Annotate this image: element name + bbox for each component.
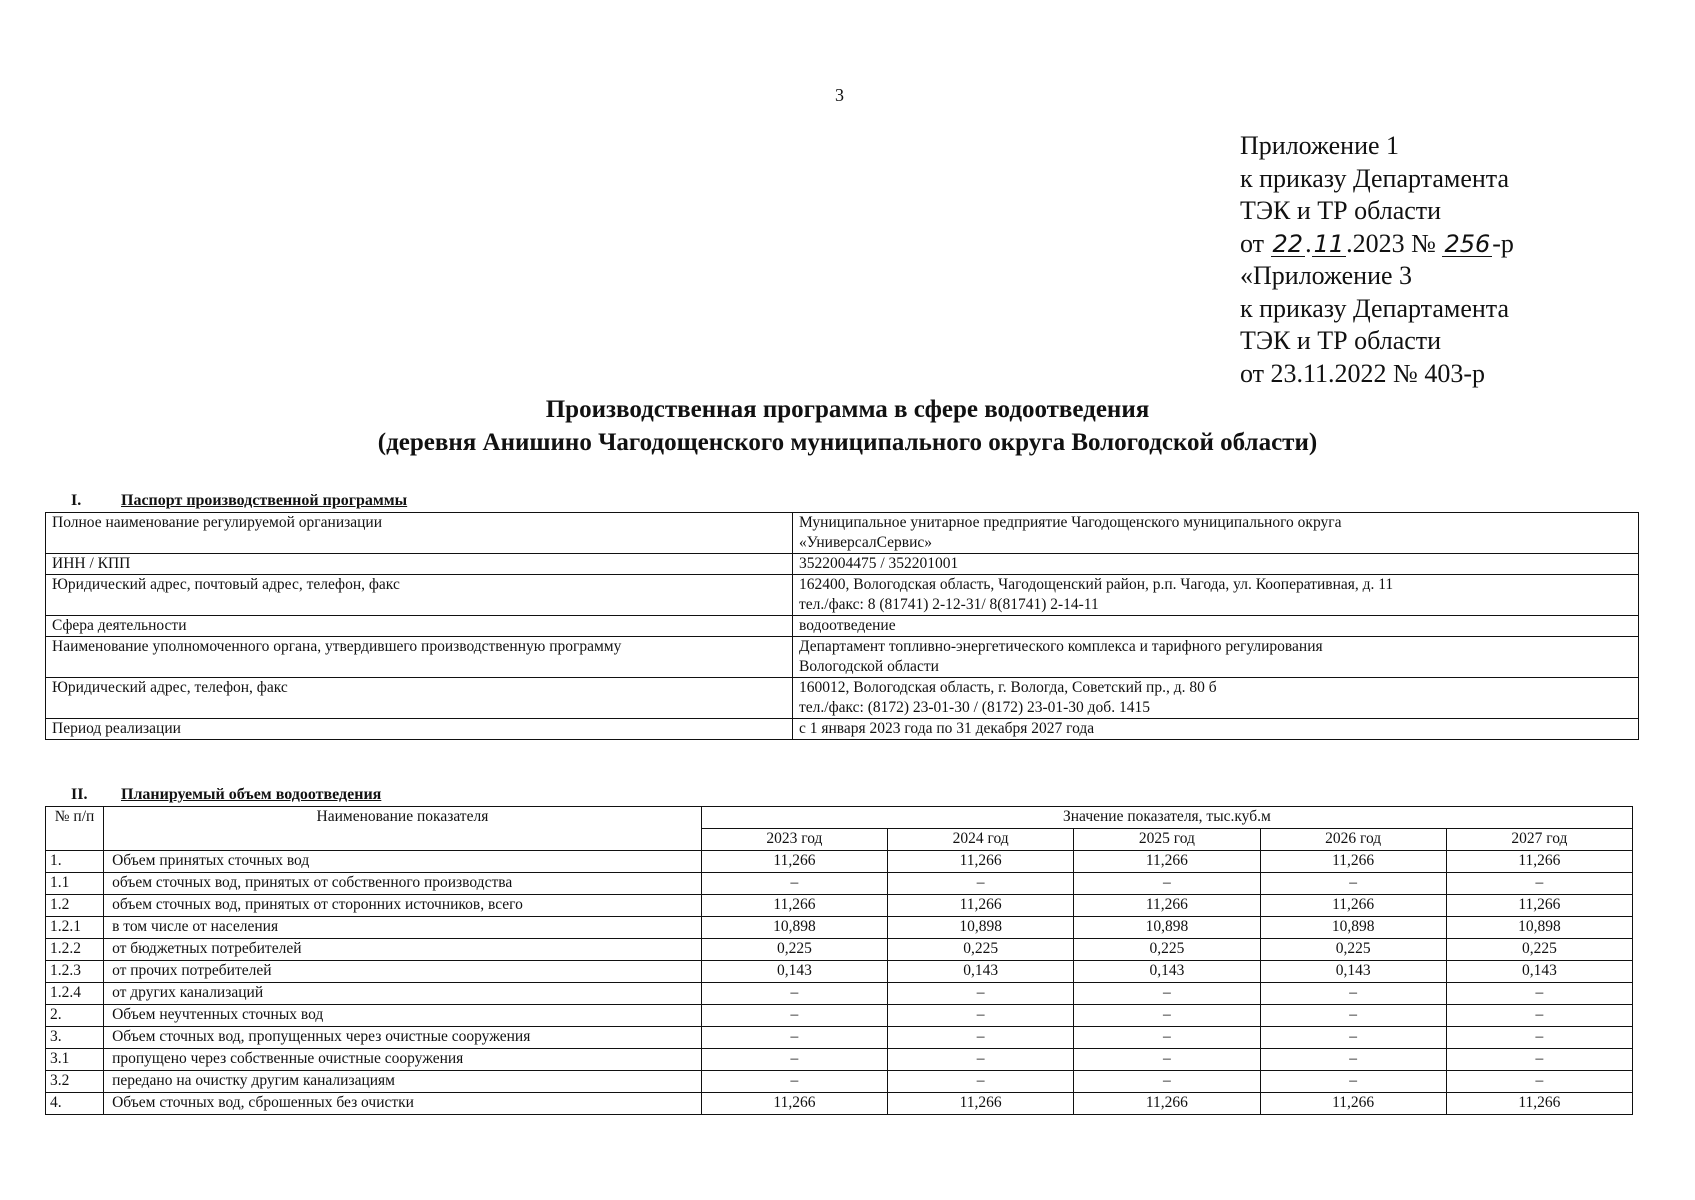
row-value: – xyxy=(1446,1027,1632,1049)
document-title xyxy=(0,393,1695,459)
table-row xyxy=(46,939,1633,961)
value-line: Вологодской области xyxy=(799,658,939,675)
row-value: 0,225 xyxy=(1260,939,1446,961)
row-name: Объем сточных вод, сброшенных без очистки xyxy=(104,1093,702,1115)
appendix-line: Приложение 1 xyxy=(1240,131,1400,160)
row-value: 11,266 xyxy=(1074,895,1260,917)
row-value: – xyxy=(701,1071,887,1093)
appendix-block xyxy=(1240,130,1514,390)
value-line: 160012, Вологодская область, г. Вологда, Советский пр., д. 80 б xyxy=(799,679,1217,696)
passport-table xyxy=(45,512,1639,740)
table-row xyxy=(46,637,1639,678)
row-value: 11,266 xyxy=(1074,851,1260,873)
row-value: 10,898 xyxy=(888,917,1074,939)
table-row xyxy=(46,1005,1633,1027)
title-line: Производственная программа в сфере водоотведения xyxy=(545,396,1150,423)
row-value: 0,143 xyxy=(701,961,887,983)
appendix-line: к приказу Департамента xyxy=(1240,163,1510,193)
row-value: – xyxy=(1446,983,1632,1005)
row-value: – xyxy=(1446,1005,1632,1027)
row-name: от прочих потребителей xyxy=(104,961,702,983)
row-value: – xyxy=(1260,1005,1446,1027)
row-name: Объем принятых сточных вод xyxy=(104,851,702,873)
row-name: пропущено через собственные очистные сооружения xyxy=(104,1049,702,1071)
row-value: 11,266 xyxy=(1260,1093,1446,1115)
passport-field-name: Наименование уполномоченного органа, утвердившего производственную программу xyxy=(46,637,793,678)
row-value: – xyxy=(888,1005,1074,1027)
row-number: 1.2.3 xyxy=(46,961,104,983)
row-number: 1.2.2 xyxy=(46,939,104,961)
header-values: Значение показателя, тыс.куб.м xyxy=(701,807,1632,829)
table-row xyxy=(46,895,1633,917)
row-value: – xyxy=(1260,1049,1446,1071)
passport-field-value xyxy=(793,554,1639,575)
order-line: от 22.11.2023 № 256-р xyxy=(1240,228,1514,258)
row-value: 11,266 xyxy=(888,895,1074,917)
header-year: 2024 год xyxy=(888,829,1074,851)
passport-field-value xyxy=(793,719,1639,740)
table-row xyxy=(46,1071,1633,1093)
row-number: 2. xyxy=(46,1005,104,1027)
passport-field-name: Юридический адрес, телефон, факс xyxy=(46,678,793,719)
appendix-line: к приказу Департамента xyxy=(1240,293,1510,323)
row-name: от других канализаций xyxy=(104,983,702,1005)
header-num: № п/п xyxy=(46,807,104,851)
row-value: – xyxy=(1446,873,1632,895)
section-heading xyxy=(71,492,407,510)
header-name: Наименование показателя xyxy=(104,807,702,851)
row-name: объем сточных вод, принятых от собственного производства xyxy=(104,873,702,895)
row-value: – xyxy=(888,1049,1074,1071)
handwritten-month: 11 xyxy=(1313,229,1345,258)
row-value: 10,898 xyxy=(1074,917,1260,939)
passport-field-value xyxy=(793,678,1639,719)
row-value: – xyxy=(701,1027,887,1049)
order-prefix: от xyxy=(1240,228,1265,258)
value-line: тел./факс: 8 (81741) 2-12-31/ 8(81741) 2-14-11 xyxy=(799,596,1099,613)
row-value: – xyxy=(888,1027,1074,1049)
section-label: Планируемый объем водоотведения xyxy=(121,786,382,803)
passport-field-value xyxy=(793,575,1639,616)
row-value: 0,225 xyxy=(1074,939,1260,961)
value-line: «УниверсалСервис» xyxy=(799,534,933,551)
row-value: 0,225 xyxy=(888,939,1074,961)
row-value: 10,898 xyxy=(701,917,887,939)
row-value: 11,266 xyxy=(701,895,887,917)
row-name: объем сточных вод, принятых от сторонних источников, всего xyxy=(104,895,702,917)
row-value: – xyxy=(1074,1005,1260,1027)
passport-field-name: Полное наименование регулируемой организации xyxy=(46,513,793,554)
section-number: II. xyxy=(71,786,88,803)
handwritten-day: 22 xyxy=(1272,229,1304,258)
row-value: 0,225 xyxy=(701,939,887,961)
table-row xyxy=(46,851,1633,873)
passport-field-name: ИНН / КПП xyxy=(46,554,793,575)
order-suffix: -р xyxy=(1492,228,1514,258)
value-line: водоотведение xyxy=(799,617,896,634)
row-number: 1.2 xyxy=(46,895,104,917)
passport-field-value xyxy=(793,513,1639,554)
row-value: – xyxy=(701,983,887,1005)
row-value: – xyxy=(1074,1027,1260,1049)
header-year: 2023 год xyxy=(701,829,887,851)
table-row xyxy=(46,719,1639,740)
table-row xyxy=(46,983,1633,1005)
appendix-line: от 23.11.2022 № 403-р xyxy=(1240,358,1486,388)
passport-field-value xyxy=(793,616,1639,637)
row-value: – xyxy=(1260,1027,1446,1049)
row-value: – xyxy=(1260,873,1446,895)
row-number: 3. xyxy=(46,1027,104,1049)
row-number: 1. xyxy=(46,851,104,873)
row-value: 11,266 xyxy=(888,851,1074,873)
row-value: – xyxy=(1074,1071,1260,1093)
row-value: 11,266 xyxy=(1446,851,1632,873)
value-line: 162400, Вологодская область, Чагодощенский район, р.п. Чагода, ул. Кооперативная, д. 11 xyxy=(799,576,1394,593)
row-value: 10,898 xyxy=(1260,917,1446,939)
table-header-row xyxy=(46,807,1633,829)
row-value: 0,225 xyxy=(1446,939,1632,961)
table-row xyxy=(46,513,1639,554)
table-row xyxy=(46,554,1639,575)
row-value: 11,266 xyxy=(888,1093,1074,1115)
page-number: 3 xyxy=(835,85,844,105)
row-name: в том числе от населения xyxy=(104,917,702,939)
table-row xyxy=(46,616,1639,637)
row-value: – xyxy=(1446,1071,1632,1093)
row-value: 0,143 xyxy=(1074,961,1260,983)
table-row xyxy=(46,873,1633,895)
row-value: – xyxy=(888,983,1074,1005)
row-value: 10,898 xyxy=(1446,917,1632,939)
row-value: 11,266 xyxy=(1446,895,1632,917)
row-value: 0,143 xyxy=(1446,961,1632,983)
row-value: 0,143 xyxy=(1260,961,1446,983)
passport-field-value xyxy=(793,637,1639,678)
value-line: с 1 января 2023 года по 31 декабря 2027 года xyxy=(799,720,1095,737)
row-value: 11,266 xyxy=(1260,851,1446,873)
table-row xyxy=(46,1093,1633,1115)
row-value: – xyxy=(888,1071,1074,1093)
table-row xyxy=(46,1027,1633,1049)
row-number: 4. xyxy=(46,1093,104,1115)
row-name: передано на очистку другим канализациям xyxy=(104,1071,702,1093)
value-line: Департамент топливно-энергетического комплекса и тарифного регулирования xyxy=(799,638,1323,655)
row-number: 1.2.4 xyxy=(46,983,104,1005)
title-line: (деревня Анишино Чагодощенского муниципального округа Вологодской области) xyxy=(377,429,1318,456)
row-name: от бюджетных потребителей xyxy=(104,939,702,961)
section-label: Паспорт производственной программы xyxy=(121,492,408,509)
row-value: – xyxy=(701,873,887,895)
row-name: Объем сточных вод, пропущенных через очистные сооружения xyxy=(104,1027,702,1049)
row-number: 3.2 xyxy=(46,1071,104,1093)
row-value: – xyxy=(1260,983,1446,1005)
row-value: – xyxy=(1260,1071,1446,1093)
passport-field-name: Сфера деятельности xyxy=(46,616,793,637)
row-number: 1.1 xyxy=(46,873,104,895)
table-row xyxy=(46,917,1633,939)
row-value: – xyxy=(1446,1049,1632,1071)
row-value: – xyxy=(1074,873,1260,895)
header-year: 2027 год xyxy=(1446,829,1632,851)
handwritten-number: 256 xyxy=(1444,229,1491,258)
header-year: 2025 год xyxy=(1074,829,1260,851)
row-number: 1.2.1 xyxy=(46,917,104,939)
value-line: Муниципальное унитарное предприятие Чагодощенского муниципального округа xyxy=(799,514,1342,531)
passport-field-name: Период реализации xyxy=(46,719,793,740)
header-year: 2026 год xyxy=(1260,829,1446,851)
row-value: – xyxy=(1074,1049,1260,1071)
value-line: 3522004475 / 352201001 xyxy=(799,555,959,572)
row-value: 11,266 xyxy=(1446,1093,1632,1115)
row-value: – xyxy=(1074,983,1260,1005)
appendix-line: ТЭК и ТР области xyxy=(1240,196,1442,225)
passport-field-name: Юридический адрес, почтовый адрес, телефон, факс xyxy=(46,575,793,616)
section-heading xyxy=(71,786,381,804)
order-year: .2023 № xyxy=(1346,228,1436,258)
table-row xyxy=(46,1049,1633,1071)
row-value: 0,143 xyxy=(888,961,1074,983)
appendix-line: ТЭК и ТР области xyxy=(1240,326,1442,355)
row-value: 11,266 xyxy=(701,851,887,873)
section-number: I. xyxy=(71,492,82,509)
table-row xyxy=(46,575,1639,616)
table-row xyxy=(46,961,1633,983)
appendix-line: «Приложение 3 xyxy=(1240,261,1413,290)
table-row xyxy=(46,678,1639,719)
row-name: Объем неучтенных сточных вод xyxy=(104,1005,702,1027)
row-value: – xyxy=(701,1005,887,1027)
volume-table xyxy=(45,806,1633,1115)
row-value: 11,266 xyxy=(1074,1093,1260,1115)
row-value: – xyxy=(888,873,1074,895)
row-value: – xyxy=(701,1049,887,1071)
row-value: 11,266 xyxy=(1260,895,1446,917)
row-value: 11,266 xyxy=(701,1093,887,1115)
value-line: тел./факс: (8172) 23-01-30 / (8172) 23-01-30 доб. 1415 xyxy=(799,699,1150,716)
row-number: 3.1 xyxy=(46,1049,104,1071)
